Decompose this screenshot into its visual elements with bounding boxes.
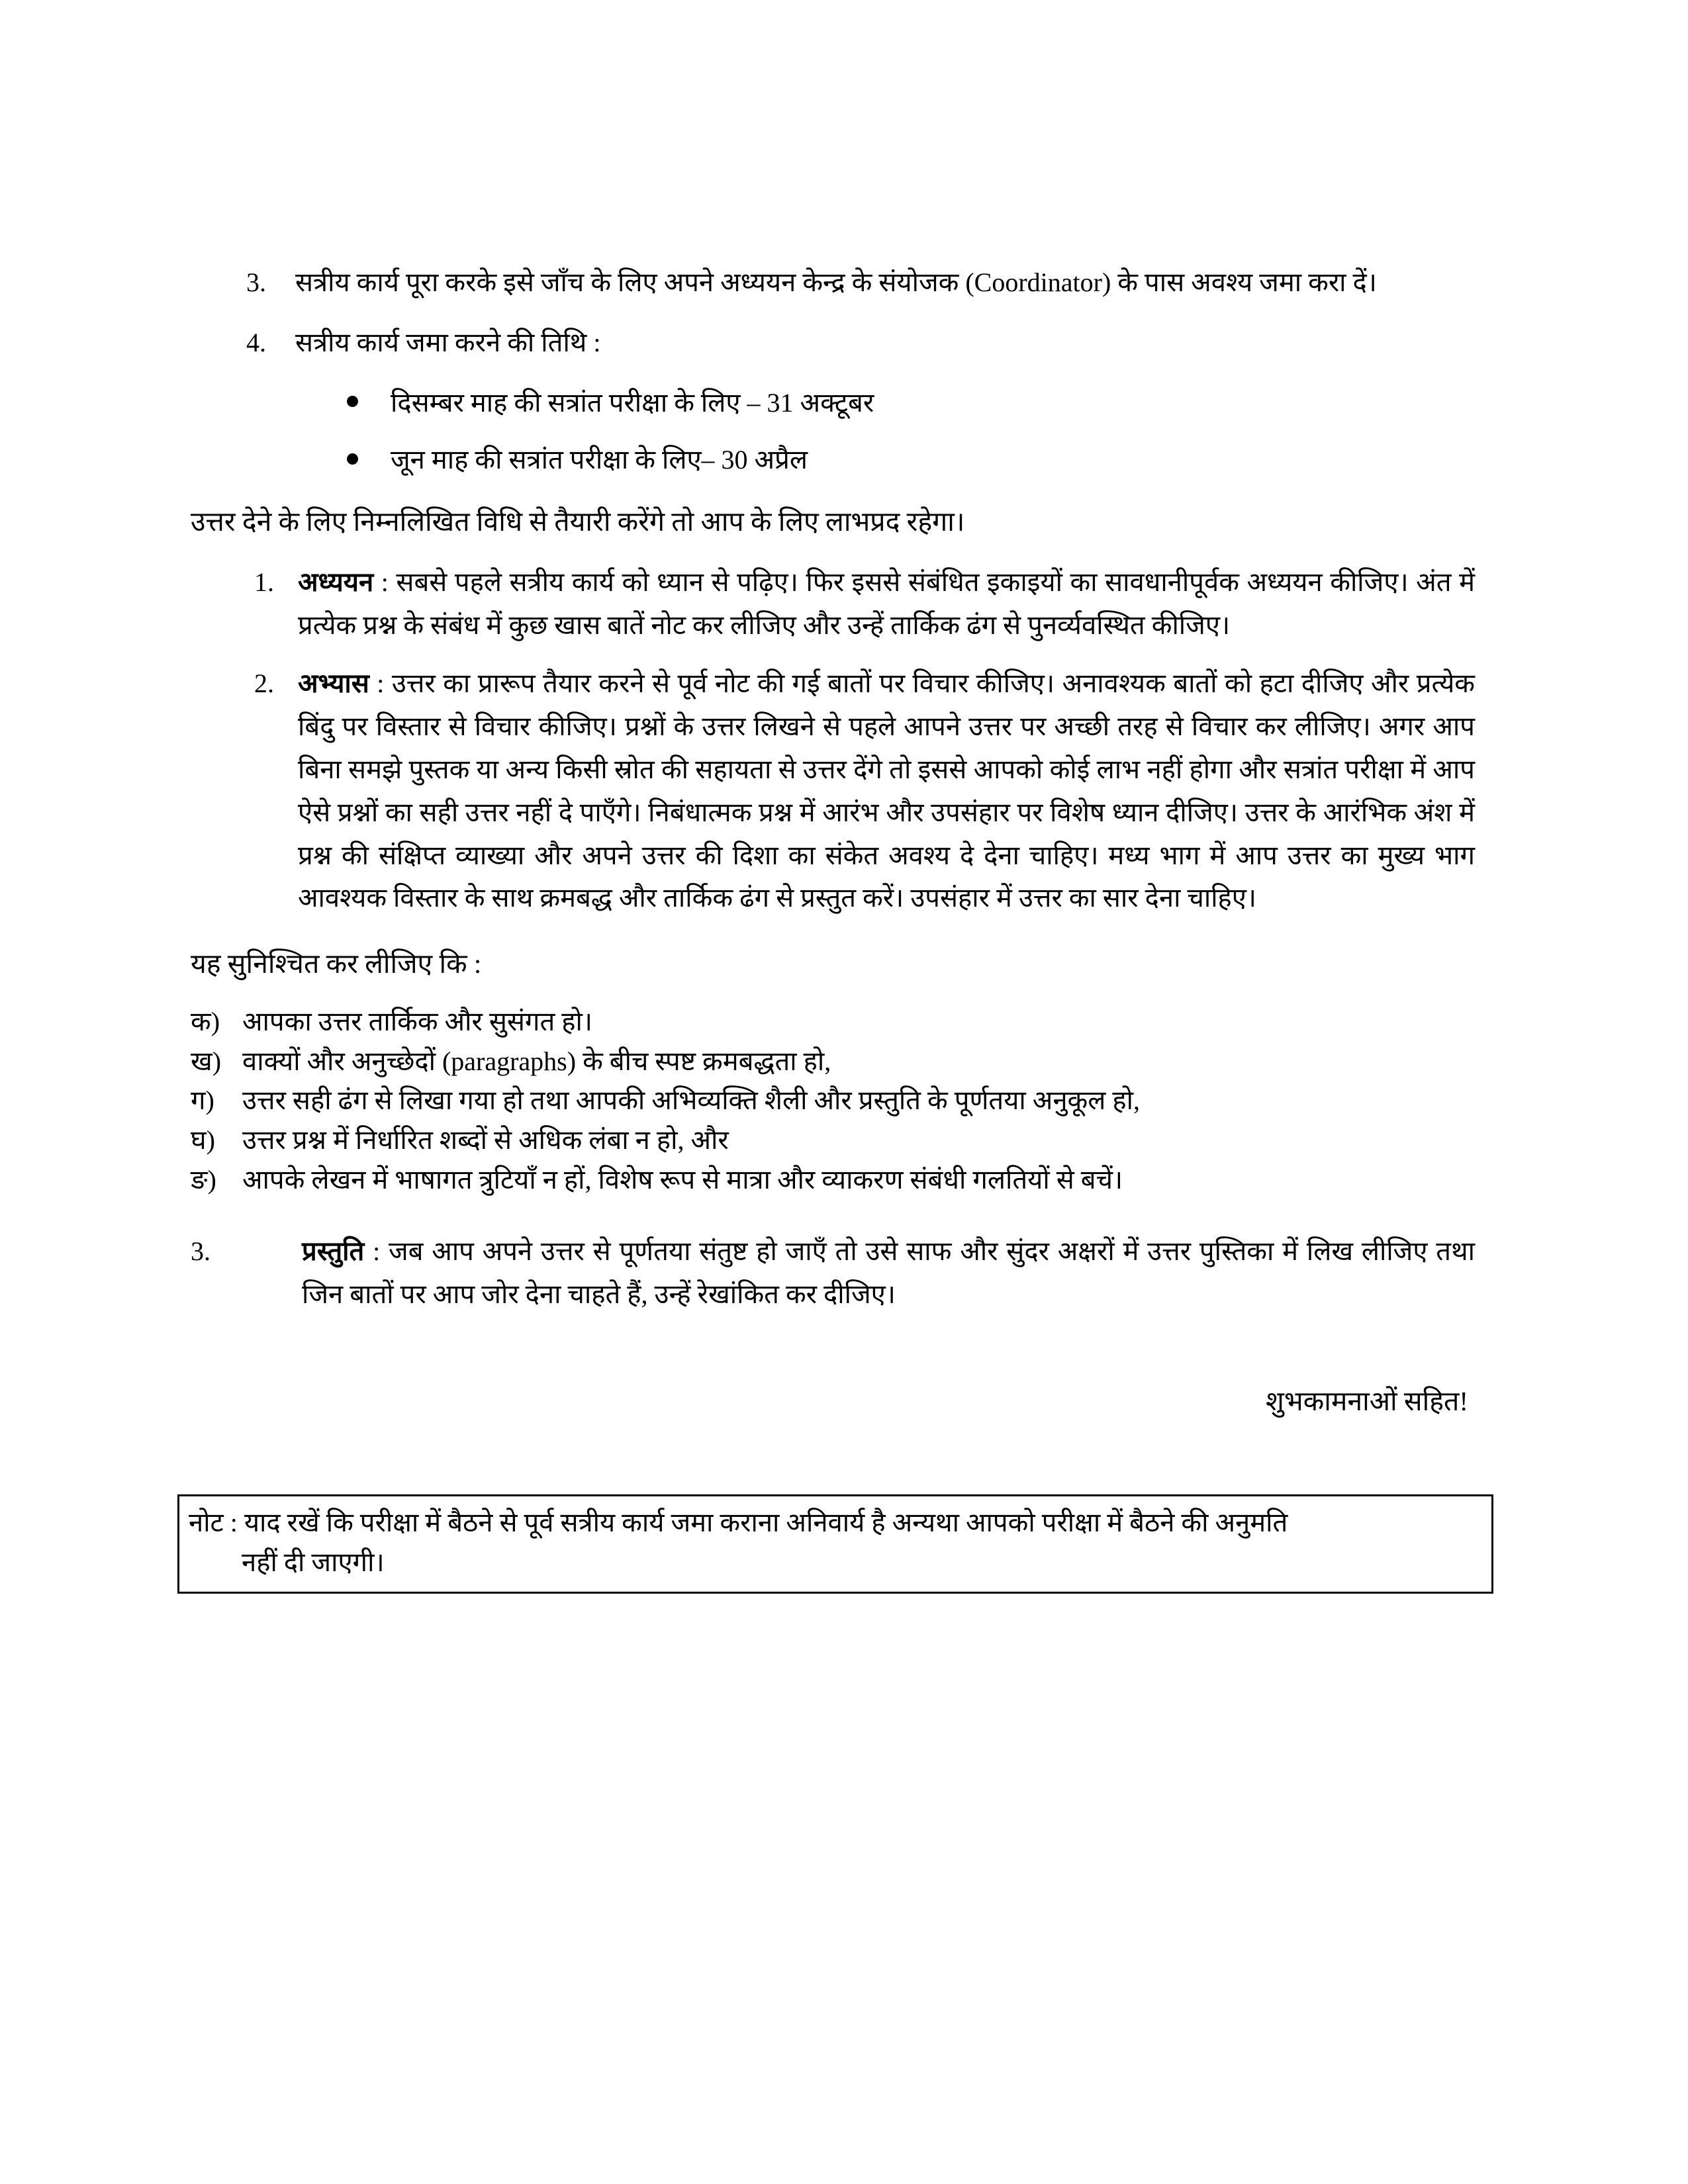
presentation-step-title: प्रस्तुति xyxy=(302,1236,365,1266)
submission-date-item xyxy=(347,439,1475,482)
checklist-item-ga xyxy=(191,1081,1475,1120)
note-box xyxy=(177,1494,1493,1594)
submission-date-text: जून माह की सत्रांत परीक्षा के लिए– 30 अप्रैल xyxy=(391,445,808,475)
submission-dates-list xyxy=(347,382,1475,482)
lead-paragraph: उत्तर देने के लिए निम्नलिखित विधि से तैयारी करेंगे तो आप के लिए लाभप्रद रहेगा। xyxy=(191,506,965,537)
preparation-step-2-separator: : xyxy=(369,668,392,699)
preparation-step-1-body xyxy=(298,561,1475,647)
presentation-step-separator: : xyxy=(364,1236,389,1266)
presentation-step-body xyxy=(302,1230,1475,1316)
presentation-step-text: जब आप अपने उत्तर से पूर्णतया संतुष्ट हो जाएँ तो उसे साफ और सुंदर अक्षरों में उत्तर पुस्तिका में लिख लीजिए तथा जिन बातों पर आप जोर देना चाहते हैं, उन्हें रेखांकित कर दीजिए। xyxy=(302,1236,1475,1309)
instruction-item-4 xyxy=(191,322,1475,365)
preparation-step-2-title: अभ्यास xyxy=(298,668,369,699)
checklist-text: उत्तर सही ढंग से लिखा गया हो तथा आपकी अभिव्यक्ति शैली और प्रस्तुति के पूर्णतया अनुकूल हो, xyxy=(242,1085,1140,1116)
submission-date-item xyxy=(347,382,1475,425)
instruction-4-number: 4. xyxy=(246,327,266,357)
checklist-list xyxy=(191,1002,1475,1200)
checklist-item-ka xyxy=(191,1002,1475,1042)
instruction-item-3 xyxy=(191,261,1475,304)
checklist-text: आपका उत्तर तार्किक और सुसंगत हो। xyxy=(242,1006,592,1036)
preparation-step-2-text: उत्तर का प्रारूप तैयार करने से पूर्व नोट की गई बातों पर विचार कीजिए। अनावश्यक बातों को हटा दीजिए और प्रत्येक बिंदु पर विस्तार से विचार कीजिए। प्रश्नों के उत्तर लिखने से पहले आपने उत्तर पर अच्छी तरह से विचार कर लीजिए। अगर आप बिना समझे पुस्तक या अन्य किसी स्रोत की सहायता से उत्तर देंगे तो इससे आपको कोई लाभ नहीं होगा और सत्रांत परीक्षा में आप ऐसे प्रश्नों का सही उत्तर नहीं दे पाएँगे। निबंधात्मक प्रश्न में आरंभ और उपसंहार पर विशेष ध्यान दीजिए। उत्तर के आरंभिक अंश में प्रश्न की संक्षिप्त व्याख्या और अपने उत्तर की दिशा का संकेत अवश्य दे देना चाहिए। मध्य भाग में आप उत्तर का मुख्य भाग आवश्यक विस्तार के साथ क्रमबद्ध और तार्किक ढंग से प्रस्तुत करें। उपसंहार में उत्तर का सार देना चाहिए। xyxy=(298,668,1475,913)
preparation-step-1 xyxy=(191,561,1475,647)
document-content xyxy=(191,261,1475,1419)
checklist-marker: क) xyxy=(191,1006,220,1036)
instruction-4-text: सत्रीय कार्य जमा करने की तिथि : xyxy=(295,327,601,357)
presentation-step xyxy=(191,1230,1475,1316)
note-label: नोट : xyxy=(189,1508,238,1537)
preparation-step-2-number: 2. xyxy=(254,668,274,699)
checklist-text: उत्तर प्रश्न में निर्धारित शब्दों से अधिक लंबा न हो, और xyxy=(242,1125,729,1156)
checklist-marker: ख) xyxy=(191,1046,222,1076)
checklist-heading: यह सुनिश्चित कर लीजिए कि : xyxy=(191,948,482,979)
note-line-1: याद रखें कि परीक्षा में बैठने से पूर्व सत्रीय कार्य जमा कराना अनिवार्य है अन्यथा आपको परीक्षा में बैठने की अनुमति xyxy=(244,1508,1288,1537)
checklist-marker: घ) xyxy=(191,1125,215,1156)
preparation-step-2 xyxy=(191,662,1475,920)
checklist-item-kha xyxy=(191,1042,1475,1081)
checklist-marker: ङ) xyxy=(191,1164,216,1195)
preparation-step-1-title: अध्ययन xyxy=(298,567,374,597)
presentation-step-number: 3. xyxy=(191,1236,211,1266)
note-text xyxy=(189,1503,1482,1582)
bullet-dot-icon xyxy=(347,396,358,407)
submission-date-text: दिसम्बर माह की सत्रांत परीक्षा के लिए – 31 अक्टूबर xyxy=(391,387,874,418)
preparation-step-2-body xyxy=(298,662,1475,920)
checklist-text: वाक्यों और अनुच्छेदों (paragraphs) के बीच स्पष्ट क्रमबद्धता हो, xyxy=(242,1046,831,1076)
bullet-dot-icon xyxy=(347,453,358,465)
instruction-3-number: 3. xyxy=(246,267,266,297)
preparation-step-1-number: 1. xyxy=(254,567,274,597)
preparation-step-1-text: सबसे पहले सत्रीय कार्य को ध्यान से पढ़िए। फिर इससे संबंधित इकाइयों का सावधानीपूर्वक अध्ययन कीजिए। अंत में प्रत्येक प्रश्न के संबंध में कुछ खास बातें नोट कर लीजिए और उन्हें तार्किक ढंग से पुनर्व्यवस्थित कीजिए। xyxy=(298,567,1475,640)
checklist-item-nga xyxy=(191,1160,1475,1200)
instruction-3-text: सत्रीय कार्य पूरा करके इसे जाँच के लिए अपने अध्ययन केन्द्र के संयोजक (Coordinator) के पास अवश्य जमा करा दें। xyxy=(295,267,1377,297)
closing-line: शुभकामनाओं सहित! xyxy=(1266,1386,1468,1417)
checklist-text: आपके लेखन में भाषागत त्रुटियाँ न हों, विशेष रूप से मात्रा और व्याकरण संबंधी गलतियों से बचें। xyxy=(242,1164,1123,1195)
note-line-2: नहीं दी जाएगी। xyxy=(242,1547,385,1577)
checklist-marker: ग) xyxy=(191,1085,214,1116)
checklist-item-gha xyxy=(191,1120,1475,1160)
preparation-step-1-separator: : xyxy=(373,567,397,597)
